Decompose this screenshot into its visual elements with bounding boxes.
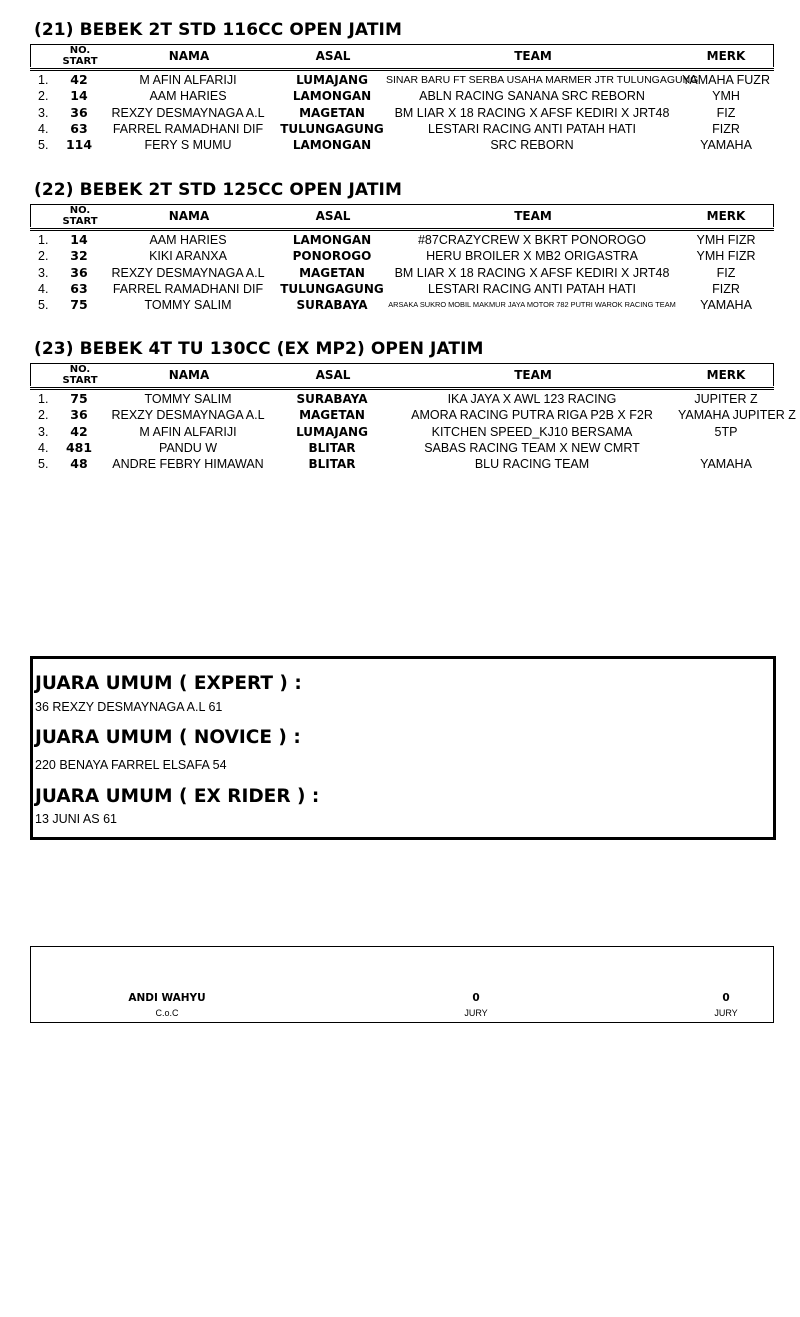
start-number: 36 xyxy=(70,104,88,120)
team: HERU BROILER X MB2 ORIGASTRA xyxy=(426,249,638,264)
header-team: TEAM xyxy=(514,209,552,223)
brand: YAMAHA xyxy=(700,298,752,313)
table-body xyxy=(30,72,774,153)
team: SRC REBORN xyxy=(490,138,574,153)
start-number: 36 xyxy=(70,407,88,423)
table-row xyxy=(30,407,796,423)
start-number: 75 xyxy=(70,391,88,406)
origin: LUMAJANG xyxy=(296,73,368,87)
table-row xyxy=(30,248,774,264)
team: AMORA RACING PUTRA RIGA P2B X F2R xyxy=(411,408,653,423)
coc-role: C.o.C xyxy=(155,1008,179,1018)
header-asal: ASAL xyxy=(315,368,351,382)
header-nama: NAMA xyxy=(168,49,210,63)
rider-name: KIKI ARANXA xyxy=(149,249,227,264)
class-section-23 xyxy=(30,339,796,479)
header-nama: NAMA xyxy=(168,209,210,223)
table-row xyxy=(30,88,774,104)
team: SABAS RACING TEAM X NEW CMRT xyxy=(424,440,640,455)
header-asal: ASAL xyxy=(315,209,351,223)
start-number: 32 xyxy=(70,248,88,264)
class-title: (22) BEBEK 2T STD 125CC OPEN JATIM xyxy=(34,180,402,200)
table-row xyxy=(30,456,774,472)
rank: 2. xyxy=(38,408,49,423)
juara-ex-rider-title: JUARA UMUM ( EX RIDER ) : xyxy=(35,786,320,807)
team: KITCHEN SPEED_KJ10 BERSAMA xyxy=(431,424,633,439)
origin: SURABAYA xyxy=(296,392,368,406)
table-header xyxy=(30,204,774,227)
rank: 5. xyxy=(38,457,49,472)
jury-2-name: 0 xyxy=(722,992,730,1004)
start-number: 42 xyxy=(70,72,88,87)
juara-ex-rider-value: 13 JUNI AS 61 xyxy=(35,812,117,826)
juara-expert-title: JUARA UMUM ( EXPERT ) : xyxy=(35,673,302,694)
table-body xyxy=(30,391,796,472)
rider-name: M AFIN ALFARIJI xyxy=(139,424,237,439)
header-asal: ASAL xyxy=(315,49,351,63)
team: ABLN RACING SANANA SRC REBORN xyxy=(419,89,645,104)
start-number: 14 xyxy=(70,232,88,247)
rider-name: M AFIN ALFARIJI xyxy=(139,73,237,87)
jury-1-name: 0 xyxy=(472,992,480,1004)
origin: BLITAR xyxy=(308,440,356,455)
start-number: 63 xyxy=(70,120,88,136)
team: SINAR BARU FT SERBA USAHA MARMER JTR TULUNGAGUNG xyxy=(386,74,699,86)
team: ARSAKA SUKRO MOBIL MAKMUR JAYA MOTOR 782 PUTRI WAROK RACING TEAM xyxy=(388,300,676,310)
rank: 3. xyxy=(38,265,49,280)
table-row xyxy=(30,72,774,88)
start-number: 75 xyxy=(70,297,88,313)
rank: 4. xyxy=(38,281,49,296)
rider-name: REXZY DESMAYNAGA A.L xyxy=(111,265,265,280)
header-no-start: NO. START xyxy=(62,45,98,67)
rank: 2. xyxy=(38,249,49,264)
brand: YAMAHA xyxy=(700,457,752,472)
brand: FIZ xyxy=(716,105,736,120)
jury-2-role: JURY xyxy=(714,1008,738,1018)
rider-name: TOMMY SALIM xyxy=(144,392,232,406)
origin: TULUNGAGUNG xyxy=(280,121,384,136)
brand: YAMAHA xyxy=(700,138,752,153)
rank: 1. xyxy=(38,73,49,87)
header-team: TEAM xyxy=(514,49,552,63)
origin: BLITAR xyxy=(308,457,356,472)
rider-name: FARREL RAMADHANI DIF xyxy=(112,121,264,136)
rank: 3. xyxy=(38,424,49,439)
header-merk: MERK xyxy=(706,49,746,63)
table-row xyxy=(30,265,774,281)
origin: LAMONGAN xyxy=(292,233,372,247)
juara-expert-value: 36 REXZY DESMAYNAGA A.L 61 xyxy=(35,700,223,714)
start-number: 481 xyxy=(65,439,93,455)
origin: MAGETAN xyxy=(299,265,365,280)
team: BM LIAR X 18 RACING X AFSF KEDIRI X JRT48 xyxy=(394,105,670,120)
rider-name: REXZY DESMAYNAGA A.L xyxy=(111,105,265,120)
origin: TULUNGAGUNG xyxy=(280,281,384,296)
table-row xyxy=(30,424,774,440)
origin: MAGETAN xyxy=(299,408,365,423)
origin: MAGETAN xyxy=(299,105,365,120)
header-no-start: NO. START xyxy=(62,364,98,386)
rank: 2. xyxy=(38,89,49,104)
table-row xyxy=(30,281,774,297)
rank: 4. xyxy=(38,440,49,455)
rank: 5. xyxy=(38,138,49,153)
origin: LAMONGAN xyxy=(292,89,372,104)
rank: 1. xyxy=(38,233,49,247)
table-body xyxy=(30,232,774,313)
coc-name: ANDI WAHYU xyxy=(128,992,206,1004)
team: #87CRAZYCREW X BKRT PONOROGO xyxy=(417,233,647,247)
rank: 4. xyxy=(38,121,49,136)
rider-name: PANDU W xyxy=(158,440,218,455)
rank: 5. xyxy=(38,298,49,313)
rank: 1. xyxy=(38,392,49,406)
brand: YMH xyxy=(712,89,740,104)
rider-name: AAM HARIES xyxy=(149,233,227,247)
team: IKA JAYA X AWL 123 RACING xyxy=(447,392,617,406)
start-number: 63 xyxy=(70,280,88,296)
brand: JUPITER Z xyxy=(694,392,758,406)
rider-name: AAM HARIES xyxy=(149,89,227,104)
class-title: (23) BEBEK 4T TU 130CC (EX MP2) OPEN JATIM xyxy=(34,339,484,359)
brand: FIZR xyxy=(712,281,740,296)
start-number: 42 xyxy=(70,423,88,439)
table-header xyxy=(30,363,774,386)
header-nama: NAMA xyxy=(168,368,210,382)
team: BM LIAR X 18 RACING X AFSF KEDIRI X JRT48 xyxy=(394,265,670,280)
class-title: (21) BEBEK 2T STD 116CC OPEN JATIM xyxy=(34,20,402,40)
rank: 3. xyxy=(38,105,49,120)
rider-name: FERY S MUMU xyxy=(144,138,232,153)
table-row xyxy=(30,440,774,456)
table-row xyxy=(30,105,774,121)
brand: YAMAHA JUPITER Z xyxy=(678,408,796,423)
header-team: TEAM xyxy=(514,368,552,382)
header-merk: MERK xyxy=(706,368,746,382)
header-no-start: NO. START xyxy=(62,205,98,227)
origin: PONOROGO xyxy=(292,249,372,264)
class-section-21 xyxy=(30,20,774,160)
team: BLU RACING TEAM xyxy=(474,457,590,472)
juara-umum-box xyxy=(30,656,776,840)
brand: YMH FIZR xyxy=(696,249,756,264)
juara-novice-value: 220 BENAYA FARREL ELSAFA 54 xyxy=(35,758,227,772)
start-number: 36 xyxy=(70,264,88,280)
brand: 5TP xyxy=(714,424,738,439)
header-merk: MERK xyxy=(706,209,746,223)
team: LESTARI RACING ANTI PATAH HATI xyxy=(428,281,636,296)
rider-name: REXZY DESMAYNAGA A.L xyxy=(111,408,265,423)
signature-box xyxy=(30,946,774,1023)
table-row xyxy=(30,391,774,407)
origin: LAMONGAN xyxy=(292,138,372,153)
table-row xyxy=(30,232,774,248)
team: LESTARI RACING ANTI PATAH HATI xyxy=(428,121,636,136)
table-row xyxy=(30,297,774,313)
brand: FIZ xyxy=(716,265,736,280)
start-number: 14 xyxy=(70,88,88,104)
brand: YAMAHA FUZR xyxy=(682,73,770,87)
table-row xyxy=(30,121,774,137)
origin: LUMAJANG xyxy=(296,424,368,439)
juara-novice-title: JUARA UMUM ( NOVICE ) : xyxy=(35,727,301,748)
rider-name: ANDRE FEBRY HIMAWAN xyxy=(112,457,264,472)
brand xyxy=(678,440,774,456)
class-section-22 xyxy=(30,180,774,320)
table-row xyxy=(30,137,774,153)
jury-1-role: JURY xyxy=(464,1008,488,1018)
start-number: 114 xyxy=(65,137,93,153)
start-number: 48 xyxy=(70,456,88,472)
brand: FIZR xyxy=(712,121,740,136)
rider-name: FARREL RAMADHANI DIF xyxy=(112,281,264,296)
brand: YMH FIZR xyxy=(696,233,756,247)
rider-name: TOMMY SALIM xyxy=(144,298,232,313)
origin: SURABAYA xyxy=(296,298,368,313)
table-header xyxy=(30,44,774,67)
